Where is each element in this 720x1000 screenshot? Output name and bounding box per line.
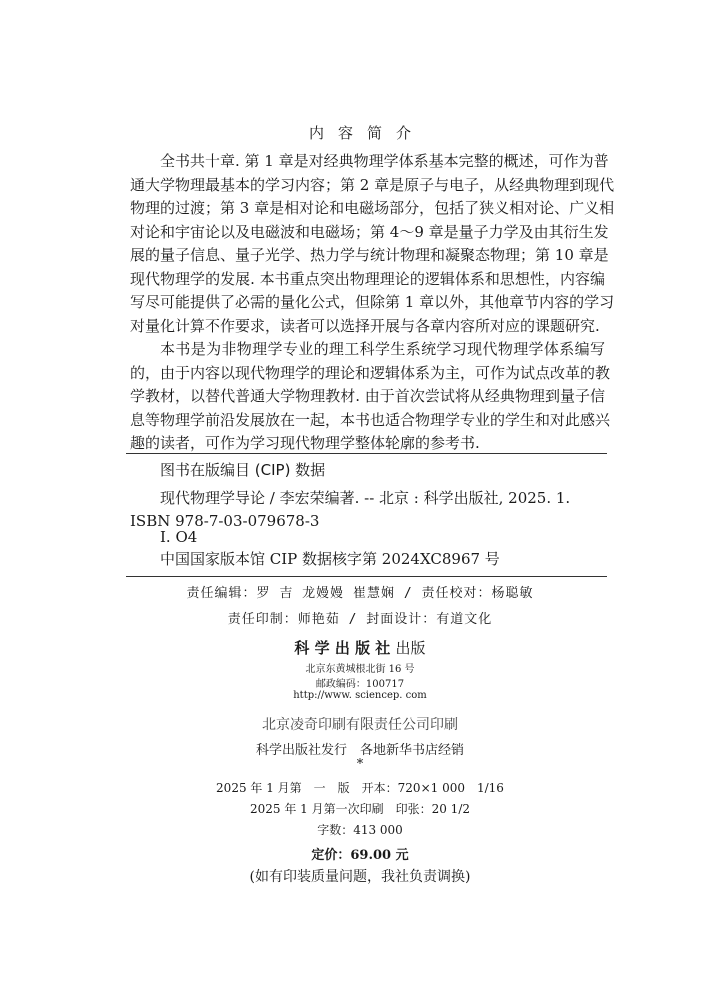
intro-line: 通大学物理最基本的学习内容；第 2 章是原子与电子，从经典物理到现代 [130, 175, 615, 194]
intro-line: 学教材，以替代普通大学物理教材. 由于首次尝试将从经典物理到量子信 [130, 387, 605, 405]
cip-heading: 图书在版编目 (CIP) 数据 [160, 461, 326, 479]
publisher-name-suffix: 出版 [395, 639, 426, 657]
distribution-line: 科学出版社发行 各地新华书店经销 [255, 743, 464, 758]
intro-line: 趣的读者，可作为学习现代物理学整体轮廓的参考书. [130, 434, 480, 452]
intro-body [130, 150, 615, 456]
cip-isbn: ISBN 978-7-03-079678-3 [130, 512, 320, 530]
publisher-website: http://www. sciencep. com [293, 690, 427, 701]
intro-line: 对量化计算不作要求，读者可以选择开展与各章内容所对应的课题研究. [130, 316, 600, 335]
word-count: 字数：413 000 [317, 823, 403, 837]
intro-line: 现代物理学的发展. 本书重点突出物理理论的逻辑体系和思想性，内容编 [130, 269, 605, 288]
production-credit: 责任印制：师艳茹 / 封面设计：有道文化 [227, 612, 493, 627]
intro-title: 内容简介 [308, 124, 425, 142]
cip-top-rule [126, 453, 607, 454]
intro-line: 物理的过渡；第 3 章是相对论和电磁场部分，包括了狭义相对论、广义相 [130, 199, 615, 217]
printing-line: 2025 年 1 月第一次印刷 印张：20 1/2 [249, 802, 470, 816]
separator-star: * [356, 757, 364, 772]
price: 定价：69.00 元 [311, 848, 409, 863]
printer-line: 北京凌奇印刷有限责任公司印刷 [262, 717, 458, 733]
editors-credit: 责任编辑：罗 吉 龙嫚嫚 崔慧娴 / 责任校对：杨聪敏 [186, 586, 534, 601]
intro-line: 写尽可能提供了必需的量化公式，但除第 1 章以外，其他章节内容的学习 [130, 293, 615, 311]
intro-line: 本书是为非物理学专业的理工科学生系统学习现代物理学体系编写 [160, 340, 605, 358]
cip-bottom-rule [126, 576, 607, 577]
intro-line: 展的量子信息、量子光学、热力学与统计物理和凝聚态物理；第 10 章是 [130, 246, 609, 264]
intro-line: 息等物理学前沿发展放在一起，本书也适合物理学专业的学生和对此感兴 [130, 410, 611, 429]
quality-note: (如有印装质量问题，我社负责调换) [249, 869, 471, 885]
publisher-postcode: 邮政编码：100717 [315, 679, 405, 690]
cip-entry: 现代物理学导论 / 李宏荣编著. -- 北京 : 科学出版社, 2025. 1. [160, 489, 571, 507]
cip-class: Ⅰ. O4 [160, 528, 198, 546]
publisher-name [0, 637, 720, 658]
intro-line: 的，由于内容以现代物理学的理论和逻辑体系为主，可作为试点改革的教 [130, 363, 611, 382]
intro-line: 全书共十章. 第 1 章是对经典物理学体系基本完整的概述，可作为普 [160, 152, 609, 170]
publisher-address: 北京东黄城根北街 16 号 [305, 664, 415, 675]
intro-line: 对论和宇宙论以及电磁波和电磁场；第 4～9 章是量子力学及由其衍生发 [130, 222, 609, 241]
cip-record: 中国国家版本馆 CIP 数据核字第 2024XC8967 号 [160, 550, 500, 568]
edition-line: 2025 年 1 月第 一 版 开本：720×1 000 1/16 [216, 781, 504, 795]
publisher-name-text: 科 学 出 版 社 [294, 639, 391, 657]
